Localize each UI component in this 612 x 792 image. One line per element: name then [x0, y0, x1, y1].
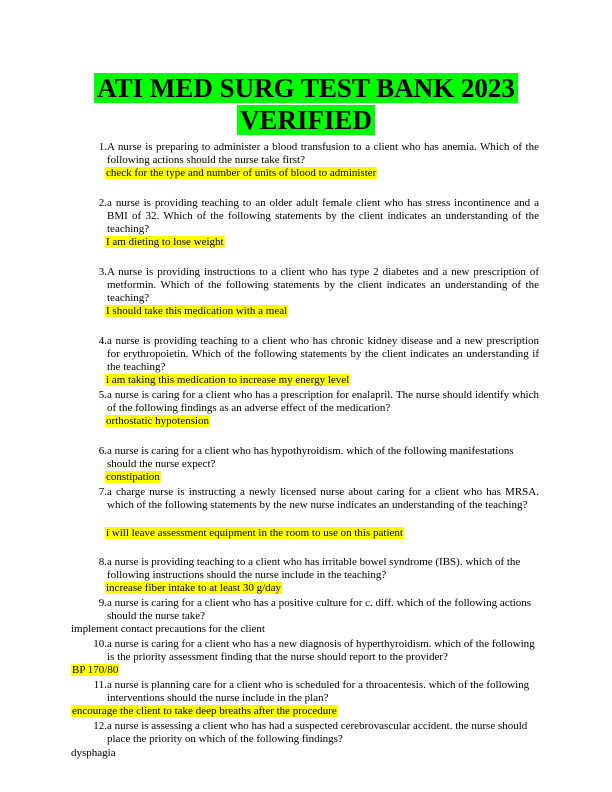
- document-title: [0, 72, 612, 104]
- answer-text: check for the type and number of units of blood to administer: [106, 167, 377, 179]
- answer-text: orthostatic hypotension: [106, 415, 209, 427]
- question-9: [83, 597, 539, 623]
- question-12: [83, 720, 539, 746]
- question-text: a nurse is planning care for a client who is scheduled for a throacentesis. which of the following interventions should the nurse include in the plan?: [107, 679, 530, 704]
- document-title-2: [0, 104, 612, 136]
- answer-1: [105, 167, 377, 180]
- question-text: a nurse is providing teaching to an older adult female client who has stress incontinence and a BMI of 32. Which of the following statements by the client indicates an understanding of the teaching?: [107, 197, 539, 235]
- answer-text: increase fiber intake to at least 30 g/day: [106, 582, 282, 594]
- question-text: A nurse is preparing to administer a blood transfusion to a client who has anemia. Which of the following actions should the nurse take first?: [107, 141, 539, 166]
- question-6: [83, 445, 539, 471]
- question-number: 4.: [98, 335, 107, 347]
- question-text: a nurse is caring for a client who has hypothyroidism. which of the following manifestations should the nurse expect?: [107, 445, 514, 470]
- answer-5: [105, 415, 210, 428]
- question-text: A nurse is providing instructions to a client who has type 2 diabetes and a new prescription of metformin. Which of the following statements by the client indicates an understanding of the teaching?: [107, 266, 539, 304]
- question-text: a nurse is assessing a client who has had a suspected cerebrovascular accident. the nurse should place the priority on which of the following findings?: [107, 720, 528, 745]
- question-text: a nurse is providing teaching to a client who has chronic kidney disease and a new prescription for erythropoietin. Which of the following statements by the client indicates an understanding if the teaching?: [107, 335, 539, 373]
- title-line-2: VERIFIED: [237, 105, 375, 135]
- title-line-1: ATI MED SURG TEST BANK 2023: [94, 73, 518, 103]
- question-3: [83, 266, 539, 305]
- answer-12: [71, 747, 116, 760]
- answer-11: [71, 705, 338, 718]
- question-7: [83, 486, 539, 525]
- answer-text: BP 170/80: [72, 664, 119, 676]
- answer-text: encourage the client to take deep breaths after the procedure: [72, 705, 337, 717]
- question-text: a nurse is caring for a client who has a positive culture for c. diff. which of the following actions should the nurse take?: [107, 597, 532, 622]
- question-number: 2.: [98, 197, 107, 209]
- answer-7: [105, 527, 404, 540]
- question-text: a nurse is caring for a client who has a new diagnosis of hyperthyroidism. which of the following is the priority assessment finding that the nurse should report to the provider?: [107, 638, 535, 663]
- answer-text: constipation: [106, 471, 160, 483]
- answer-text: dysphagia: [71, 747, 116, 759]
- answer-text: implement contact precautions for the client: [71, 623, 265, 635]
- question-number: 8.: [98, 556, 107, 568]
- question-number: 7.: [98, 486, 107, 498]
- answer-9: [71, 623, 265, 636]
- answer-4: [105, 374, 350, 387]
- question-number: 10.: [93, 638, 107, 650]
- question-2: [83, 197, 539, 236]
- answer-2: [105, 236, 225, 249]
- answer-10: [71, 664, 119, 677]
- answer-text: I am dieting to lose weight: [106, 236, 224, 248]
- question-number: 12.: [93, 720, 107, 732]
- answer-3: [105, 305, 288, 318]
- question-number: 6.: [98, 445, 107, 457]
- question-number: 5.: [98, 389, 107, 401]
- question-5: [83, 389, 539, 415]
- question-4: [83, 335, 539, 374]
- question-number: 3.: [98, 266, 107, 278]
- question-10: [83, 638, 539, 664]
- question-1: [83, 141, 539, 167]
- answer-text: i am taking this medication to increase my energy level: [106, 374, 350, 386]
- answer-text: I should take this medication with a meal: [106, 305, 288, 317]
- answer-6: [105, 471, 161, 484]
- answer-8: [105, 582, 282, 595]
- answer-text: i will leave assessment equipment in the room to use on this patient: [106, 527, 403, 539]
- question-text: a nurse is caring for a client who has a prescription for enalapril. The nurse should identify which of the following findings as an adverse effect of the medication?: [107, 389, 539, 414]
- question-text: a charge nurse is instructing a newly licensed nurse about caring for a client who has MRSA. which of the following statements by the new nurse indicates an understanding of the teaching?: [107, 486, 539, 511]
- question-text: a nurse is providing teaching to a client who has irritable bowel syndrome (IBS). which of the following instructions should the nurse include in the teaching?: [107, 556, 521, 581]
- question-8: [83, 556, 539, 582]
- question-number: 11.: [93, 679, 107, 691]
- question-number: 9.: [98, 597, 107, 609]
- question-11: [83, 679, 539, 705]
- question-number: 1.: [98, 141, 107, 153]
